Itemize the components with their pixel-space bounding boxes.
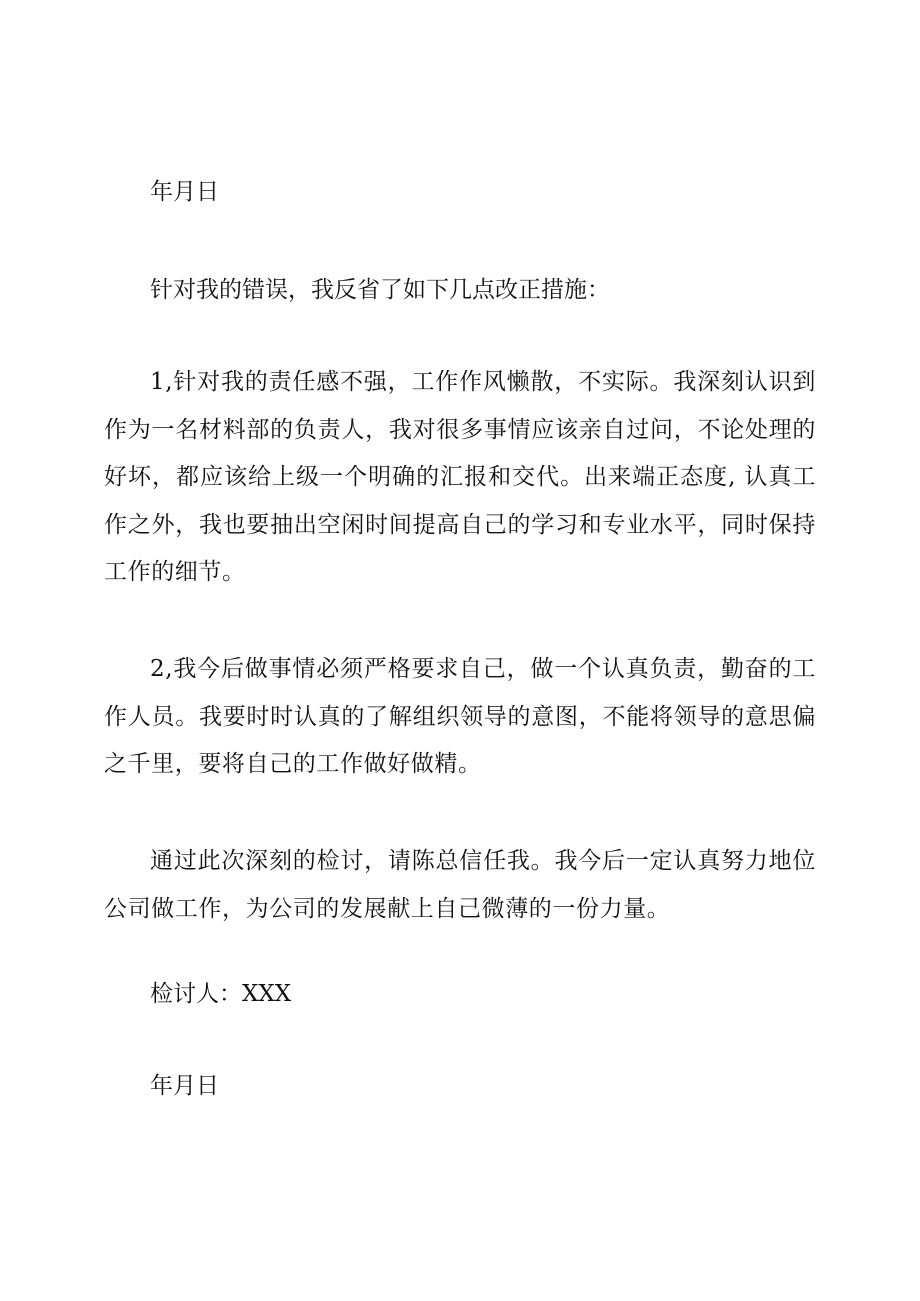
correction-point-1: 1,针对我的责任感不强，工作作风懒散，不实际。我深刻认识到作为一名材料部的负责人，我对很多事情应该亲自过问，不论处理的好坏，都应该给上级一个明确的汇报和交代。出来端正态度, 认真工作之外，我也要抽出空闲时间提高自己的学习和专业水平，同时保持工作的细节。	[104, 369, 816, 585]
correction-point-2: 2,我今后做事情必须严格要求自己，做一个认真负责，勤奋的工作人员。我要时时认真的了解组织领导的意图，不能将领导的意思偏之千里，要将自己的工作做好做精。	[104, 656, 816, 777]
closing-paragraph: 通过此次深刻的检讨，请陈总信任我。我今后一定认真努力地位公司做工作，为公司的发展献上自己微薄的一份力量。	[104, 848, 816, 922]
signature-line: 检讨人：XXX	[150, 981, 292, 1007]
date-line-top: 年月日	[150, 179, 219, 205]
intro-line: 针对我的错误，我反省了如下几点改正措施：	[150, 277, 610, 303]
date-line-bottom: 年月日	[150, 1073, 219, 1099]
